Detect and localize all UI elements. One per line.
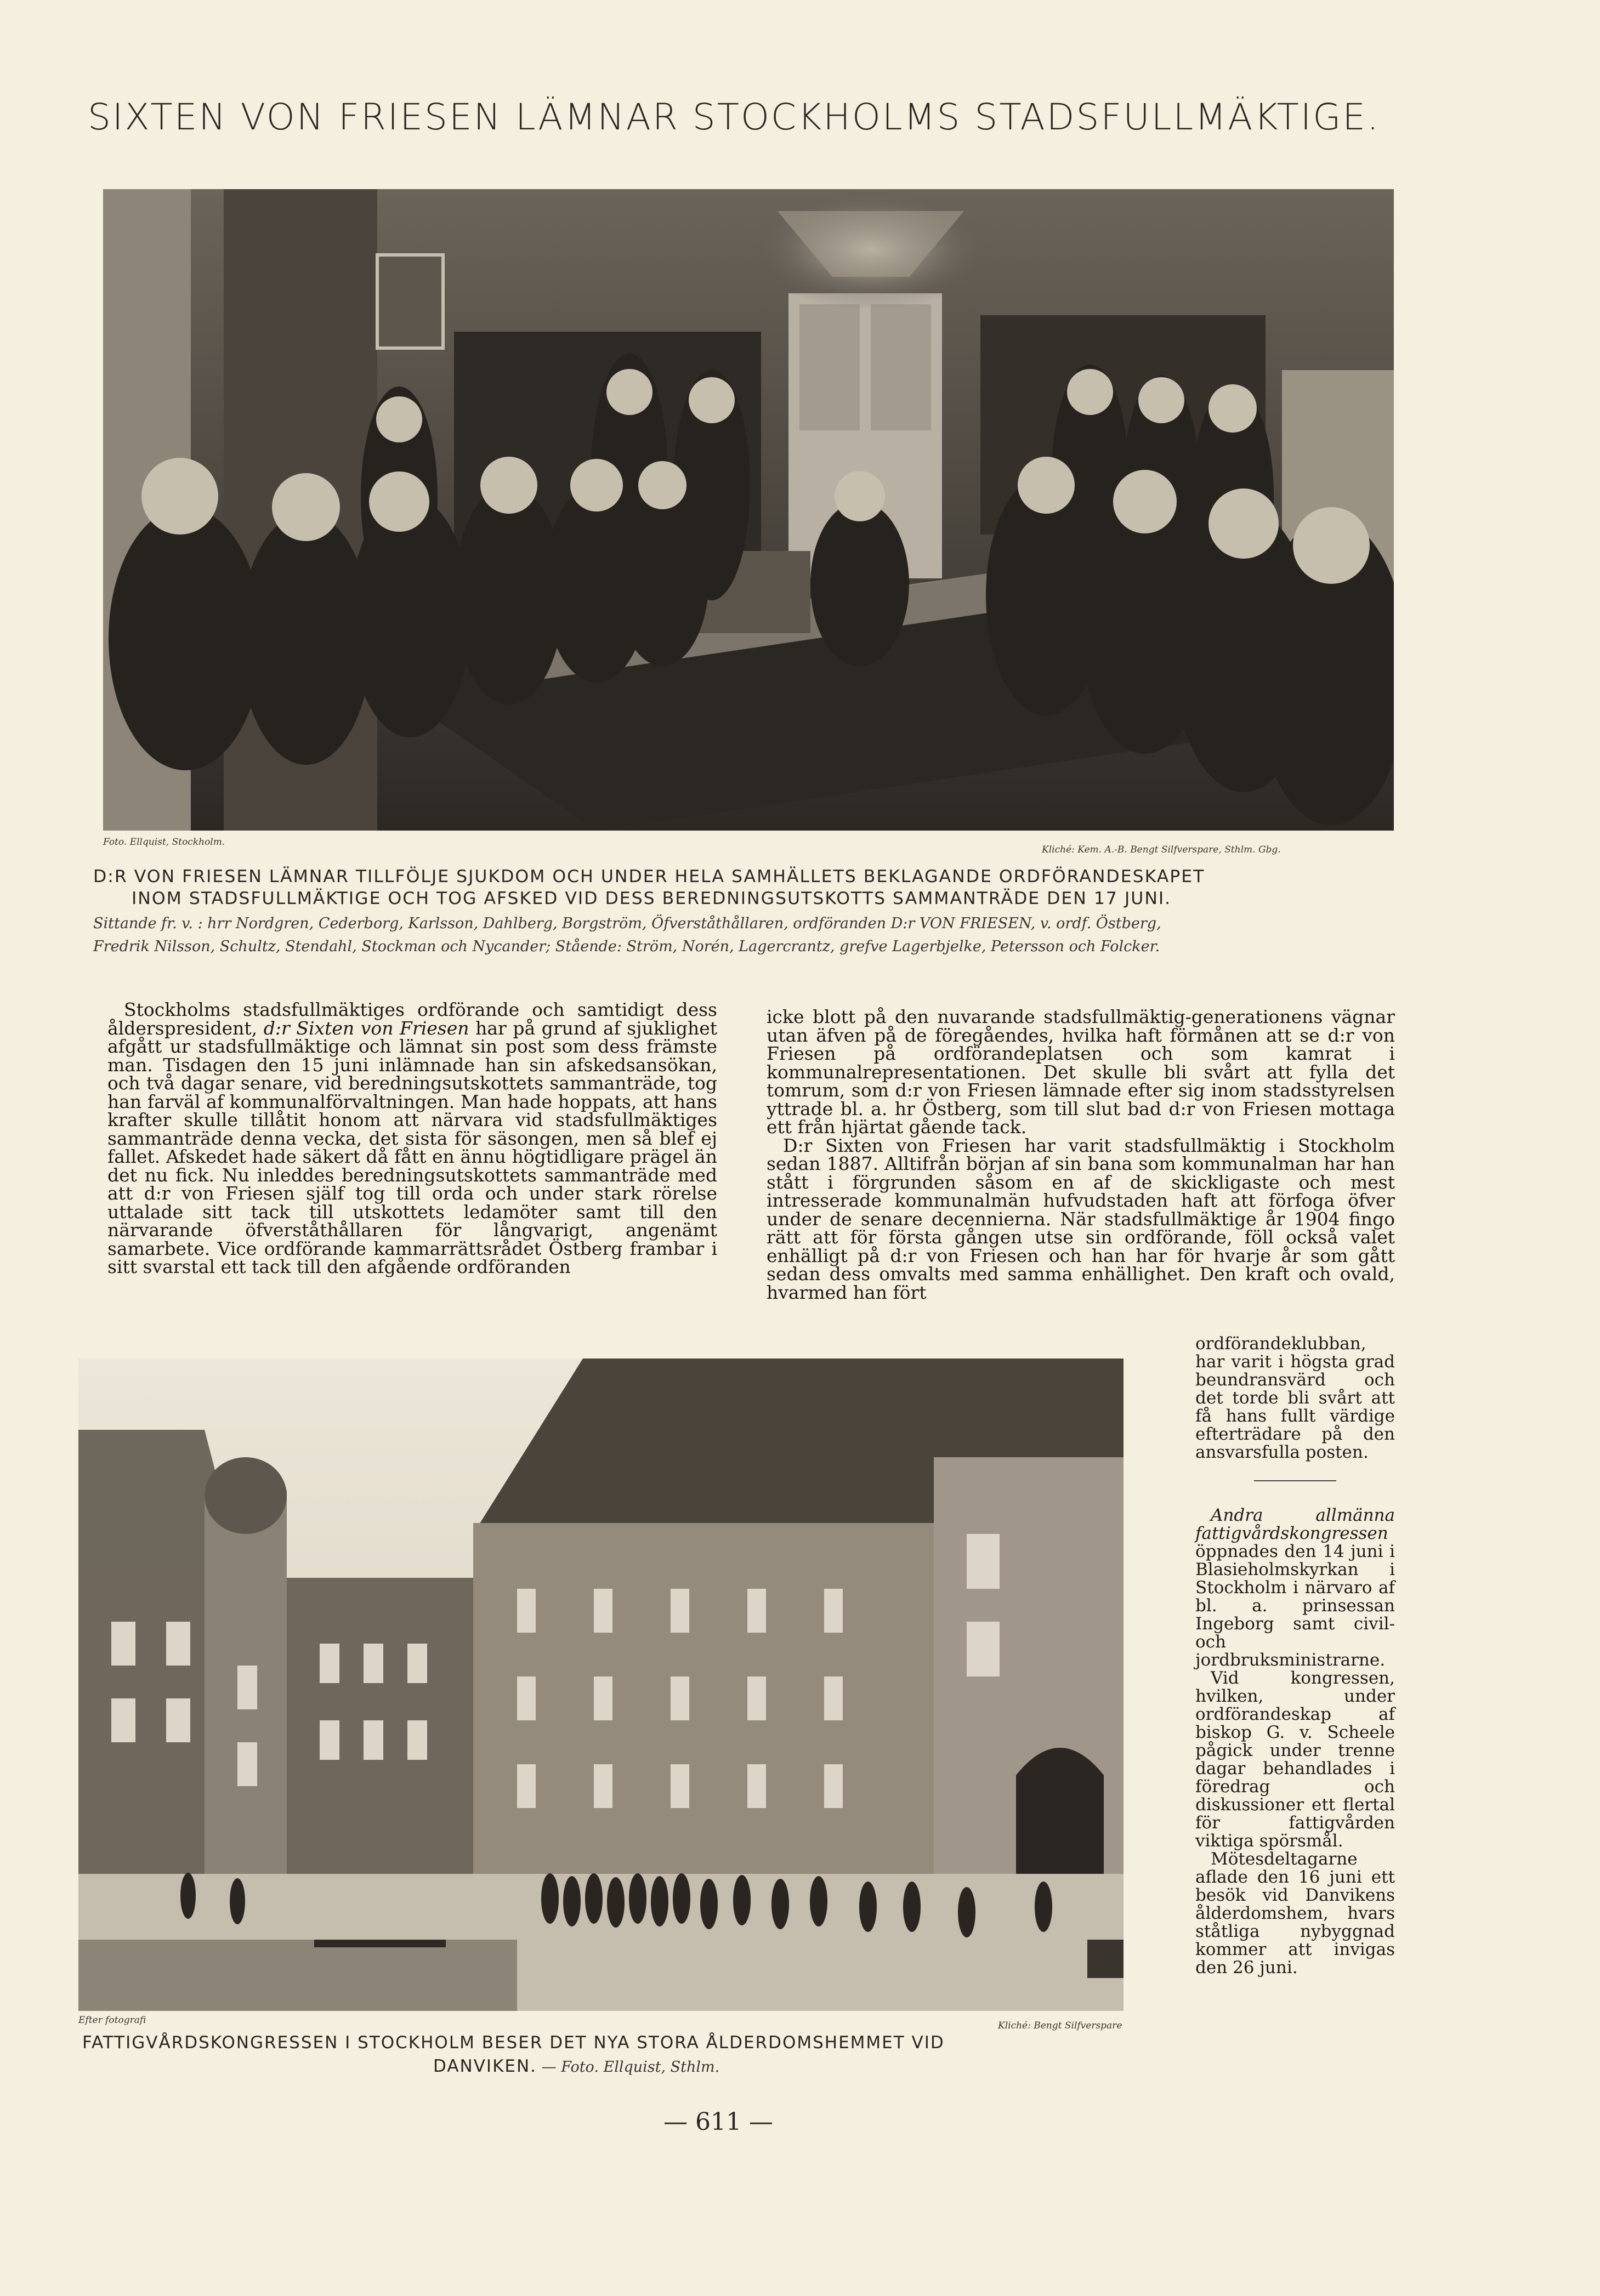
photo2-credit-left: Efter fotografi — [78, 2015, 146, 2026]
article-right-column — [767, 1008, 1395, 1302]
article-left-column — [107, 1001, 717, 1276]
photo2-caption-line2 — [433, 2055, 719, 2079]
photo1-credit-right: Kliché: Kem. A.-B. Bengt Silfverspare, Sthlm. Gbg. — [1042, 844, 1281, 855]
article-narrow-column — [1195, 1335, 1395, 1977]
photo1-caption-line3: Sittande fr. v. : hrr Nordgren, Cederborg, Karlsson, Dahlberg, Borgström, Öfverståthållaren, ordföranden D:r VON FRIESEN, v. ordf. Östberg, — [93, 915, 1161, 932]
narrow-paragraph-proceedings: Vid kongressen, hvilken, under ordförandeskap af biskop G. v. Scheele pågick under trenne dagar behandlades i föredrag och diskussioner ett flertal för fattigvården viktiga spörsmål. — [1195, 1668, 1395, 1851]
page-headline: SIXTEN VON FRIESEN LÄMNAR STOCKHOLMS STADSFULLMÄKTIGE. — [88, 96, 1381, 138]
photo1-credit-left: Foto. Ellquist, Stockholm. — [103, 837, 225, 848]
photo1-caption-line1: D:R VON FRIESEN LÄMNAR TILLFÖLJE SJUKDOM OCH UNDER HELA SAMHÄLLETS BEKLAGANDE ORDFÖRANDESKAPET — [93, 867, 1205, 886]
photo2-caption-place: DANVIKEN. — [433, 2056, 537, 2076]
council-meeting-illustration — [103, 189, 1394, 831]
photo1-caption-line2: INOM STADSFULLMÄKTIGE OCH TOG AFSKED VID DESS BEREDNINGSUTSKOTTS SAMMANTRÄDE DEN 17 JUNI. — [132, 889, 1172, 908]
page-number: — 611 — — [663, 2108, 773, 2136]
danviken-building-illustration — [78, 1359, 1124, 2011]
danviken-building-photo — [78, 1359, 1124, 2011]
photo2-caption-line1: FATTIGVÅRDSKONGRESSEN I STOCKHOLM BESER DET NYA STORA ÅLDERDOMSHEMMET VID — [82, 2033, 945, 2053]
photo2-credit-right: Kliché: Bengt Silfverspare — [998, 2020, 1122, 2031]
narrow-paragraph-visit: Mötesdeltagarne aflade den 16 juni ett besök vid Danvikens ålderdomshem, hvars ståtliga nybyggnad kommer att invigas den 26 juni. — [1195, 1849, 1395, 1977]
article-right-paragraph-1: icke blott på den nuvarande stadsfullmäktig-generationens vägnar utan äfven på de föregåendes, hvilka haft förmånen att se d:r von Friesen på ordförandeplatsen och som kamrat i kommunalrepresentationen. Det skulle bli svårt att fylla det tomrum, som d:r von Friesen lämnade efter sig inom stadsstyrelsen yttrade bl. a. hr Östberg, som till slut bad d:r von Friesen mottaga ett från hjärtat gående tack. — [767, 1006, 1395, 1138]
article-left-paragraph: Stockholms stadsfullmäktiges ordförande och samtidigt dess ålderspresident, d:r Sixten von Friesen har på grund af sjuklighet afgått ur stadsfullmäktige och lämnat sin post som dess främste man. Tisdagen den 15 juni inlämnade han sin afskedsansökan, och två dagar senare, vid beredningsutskottets sammanträde, tog han farväl af kommunalförvaltningen. Man hade hoppats, att hans krafter skulle tillåtit honom att närvara vid stadsfullmäktiges sammanträde denna vecka, det sista för säsongen, men så blef ej fallet. Afskedet hade säkert då fått en ännu högtidligare prägel än det nu fick. Nu inleddes beredningsutskottets sammanträde med att d:r von Friesen själf tog till orda och under stark rörelse uttalade sitt tack till utskottets ledamöter samt till den närvarande öfverståthållaren för långvarigt, angenämt samarbete. Vice ordförande kammarrättsrådet Östberg frambar i sitt svarstal ett tack till den afgående ordföranden — [107, 999, 717, 1277]
council-meeting-photo — [103, 189, 1394, 831]
article-right-paragraph-2: D:r Sixten von Friesen har varit stadsfullmäktig i Stockholm sedan 1887. Alltifrån början af sin bana som kommunalman har han stått i förgrunden såsom en af de skickligaste och mest intresserade kommunalmän hufvudstaden haft att förfoga öfver under de senare decennierna. När stadsfullmäktige år 1904 fingo rätt att för första gången utse sin ordförande, föll också valet enhälligt på d:r von Friesen och han har för hvarje år som gått sedan dess omvalts med samma enhällighet. Den kraft och ovald, hvarmed han fört — [767, 1134, 1395, 1303]
photo1-caption-line4: Fredrik Nilsson, Schultz, Stendahl, Stockman och Nycander; Stående: Ström, Norén, Lagercrantz, grefve Lagerbjelke, Petersson och Folcker. — [93, 938, 1160, 955]
photo2-caption-credit: — Foto. Ellquist, Sthlm. — [537, 2059, 720, 2076]
narrow-paragraph-congress: Andra allmänna fattigvårdskongressen öppnades den 14 juni i Blasieholmskyrkan i Stockholm i närvaro af bl. a. prinsessan Ingeborg samt civil- och jordbruksministrarne. — [1195, 1505, 1395, 1670]
section-divider — [1254, 1480, 1336, 1481]
narrow-paragraph-continuation: ordförandeklubban, har varit i högsta grad beundransvärd och det torde bli svårt att få hans fullt värdige efterträdare på den ansvarsfulla posten. — [1195, 1334, 1395, 1462]
